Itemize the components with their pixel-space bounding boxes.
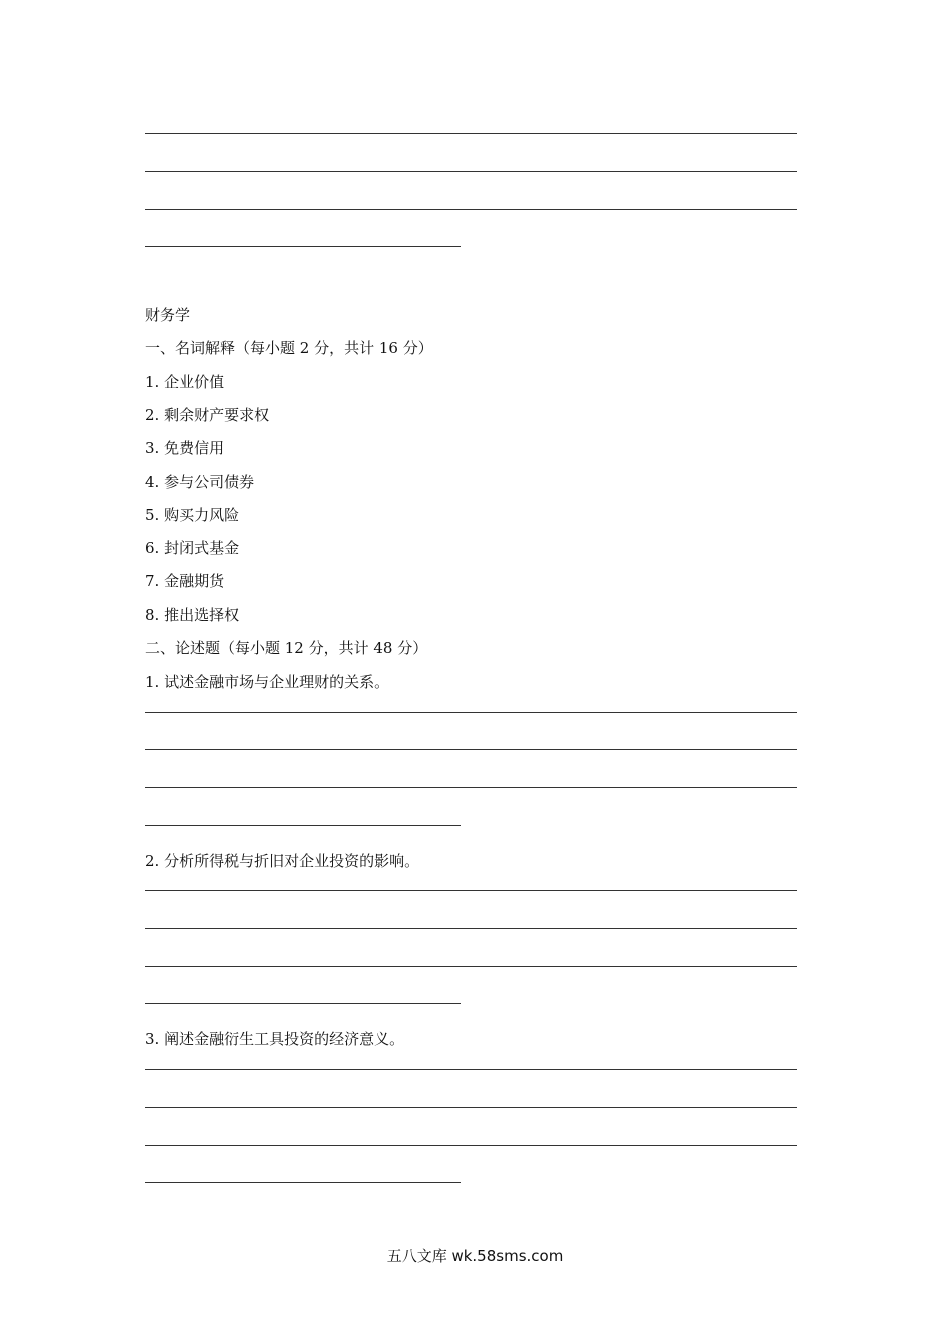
answer-line [145,171,797,172]
answer-line [145,1069,797,1070]
essay-question: 1. 试述金融市场与企业理财的关系。 [145,673,390,691]
term-item: 7. 金融期货 [145,572,225,590]
answer-line [145,966,797,967]
answer-line [145,1182,461,1183]
footer-watermark: 五八文库 wk.58sms.com [386,1247,564,1265]
answer-line [145,712,797,713]
answer-line [145,246,461,247]
essay-question: 2. 分析所得税与折旧对企业投资的影响。 [145,852,420,870]
term-item: 8. 推出选择权 [145,606,240,624]
term-item: 5. 购买力风险 [145,506,240,524]
essay-question: 3. 阐述金融衍生工具投资的经济意义。 [145,1030,405,1048]
answer-line [145,749,797,750]
answer-line [145,209,797,210]
term-item: 2. 剩余财产要求权 [145,406,270,424]
answer-line [145,1145,797,1146]
answer-line [145,825,461,826]
section2-heading: 二、论述题（每小题 12 分，共计 48 分） [145,639,428,657]
answer-line [145,928,797,929]
term-item: 6. 封闭式基金 [145,539,240,557]
subject-title: 财务学 [145,306,191,324]
answer-line [145,1107,797,1108]
answer-line [145,787,797,788]
term-item: 3. 免费信用 [145,439,225,457]
term-item: 1. 企业价值 [145,373,225,391]
term-item: 4. 参与公司债券 [145,473,255,491]
answer-line [145,890,797,891]
section1-heading: 一、名词解释（每小题 2 分，共计 16 分） [145,339,433,357]
answer-line [145,133,797,134]
answer-line [145,1003,461,1004]
